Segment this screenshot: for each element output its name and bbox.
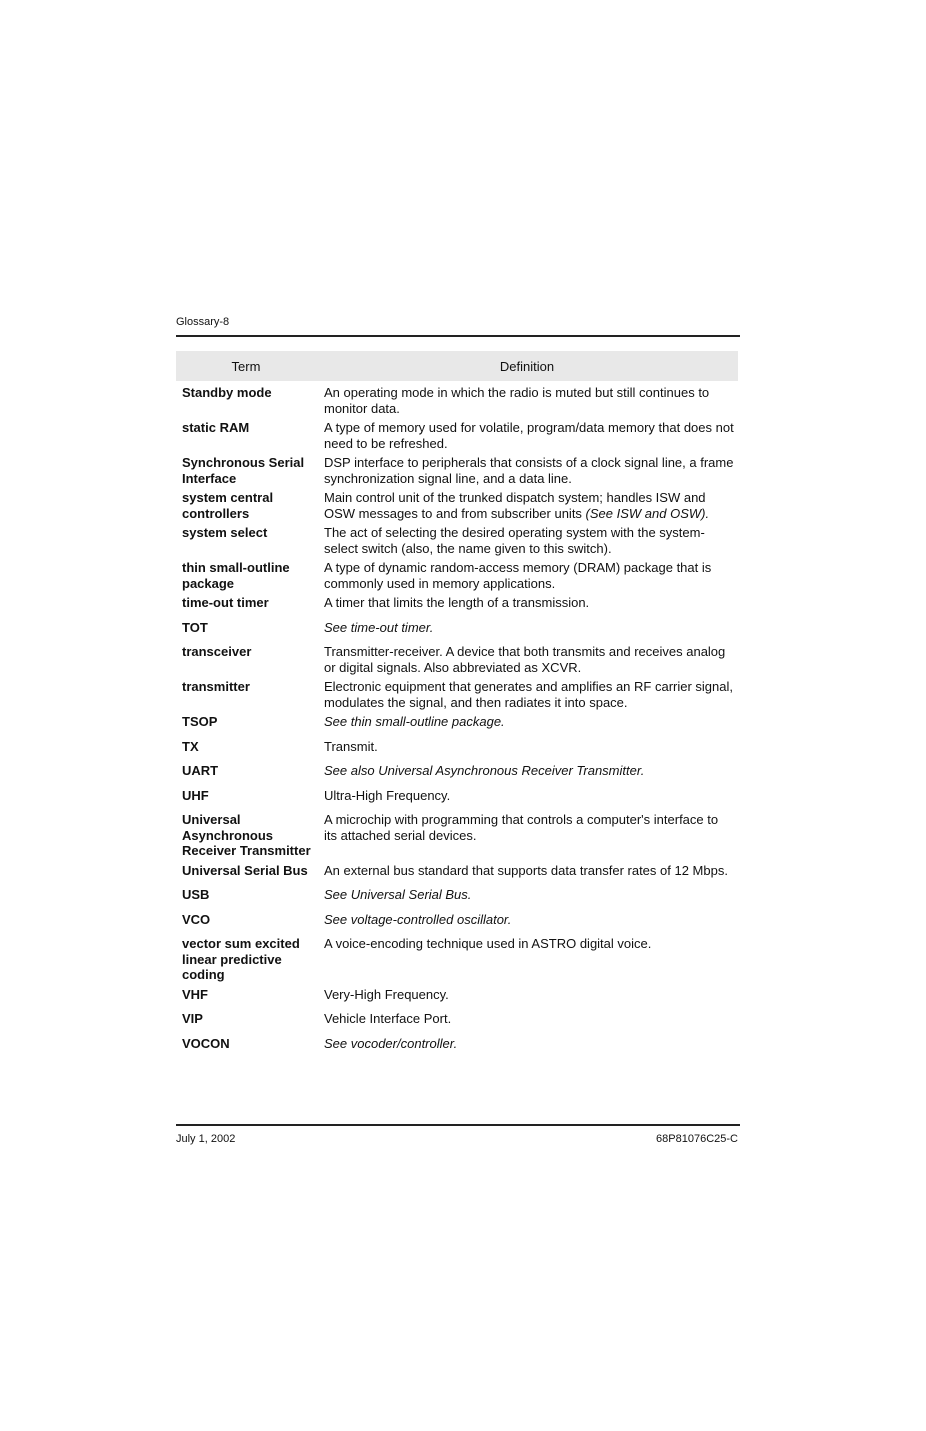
definition-text: Main control unit of the trunked dispatch system; handles ISW and OSW messages to and from subscriber units <box>324 490 706 521</box>
glossary-term: TOT <box>182 619 208 635</box>
glossary-definition: A voice-encoding technique used in ASTRO digital voice. <box>324 936 652 951</box>
glossary-definition: The act of selecting the desired operating system with the system-select switch (also, the name given to this switch). <box>324 525 705 556</box>
glossary-definition: A microchip with programming that controls a computer's interface to its attached serial devices. <box>324 812 719 843</box>
glossary-definition: Electronic equipment that generates and amplifies an RF carrier signal, modulates the signal, and then radiates it into space. <box>324 679 733 710</box>
table-row <box>176 863 738 884</box>
table-row <box>176 739 738 760</box>
glossary-definition: See also Universal Asynchronous Receiver Transmitter. <box>324 763 645 778</box>
glossary-definition: A type of memory used for volatile, program/data memory that does not need to be refreshed. <box>324 420 734 451</box>
glossary-term: USB <box>182 887 210 902</box>
table-row <box>176 595 738 616</box>
glossary-term: VIP <box>182 1011 203 1026</box>
table-row <box>176 644 738 675</box>
page-header-label: Glossary-8 <box>176 316 230 328</box>
definition-reference: (See ISW and OSW). <box>585 505 710 521</box>
table-row <box>176 620 738 641</box>
glossary-term: Universal Asynchronous Receiver Transmitter <box>182 812 311 858</box>
table-row <box>176 490 738 521</box>
glossary-term: transmitter <box>182 679 250 694</box>
glossary-table <box>176 351 738 1056</box>
glossary-definition: Transmit. <box>324 738 378 754</box>
glossary-term: UART <box>182 763 219 778</box>
footer-date: July 1, 2002 <box>176 1133 236 1145</box>
table-row <box>176 385 738 416</box>
table-row <box>176 560 738 591</box>
glossary-term: VHF <box>182 986 208 1002</box>
column-header-definition: Definition <box>499 358 555 374</box>
glossary-definition: See vocoder/controller. <box>324 1035 458 1051</box>
glossary-term: static RAM <box>182 420 250 435</box>
glossary-term: system select <box>182 525 268 540</box>
glossary-term: VCO <box>182 911 211 927</box>
glossary-term: VOCON <box>182 1035 230 1051</box>
glossary-definition: See thin small-outline package. <box>324 714 505 729</box>
glossary-term: vector sum excited linear predictive coding <box>182 936 300 982</box>
glossary-definition: DSP interface to peripherals that consists of a clock signal line, a frame synchronization signal line, and a data line. <box>324 455 734 486</box>
glossary-definition: A timer that limits the length of a transmission. <box>324 595 590 610</box>
footer-doc-number: 68P81076C25-C <box>656 1133 738 1145</box>
glossary-term: Universal Serial Bus <box>182 862 308 878</box>
glossary-definition <box>324 490 738 521</box>
table-row <box>176 987 738 1008</box>
glossary-definition: See Universal Serial Bus. <box>324 887 472 902</box>
table-row <box>176 1011 738 1032</box>
table-row <box>176 936 738 983</box>
table-row <box>176 912 738 933</box>
table-row <box>176 812 738 859</box>
column-header-term: Term <box>231 358 261 374</box>
table-row <box>176 714 738 735</box>
table-row <box>176 763 738 784</box>
glossary-term: Standby mode <box>182 385 272 400</box>
glossary-definition: Ultra-High Frequency. <box>324 787 451 803</box>
glossary-term: TX <box>182 738 199 754</box>
glossary-definition: Transmitter-receiver. A device that both transmits and receives analog or digital signals. Also abbreviated as XCVR. <box>324 644 726 675</box>
glossary-definition: Vehicle Interface Port. <box>324 1011 452 1026</box>
table-row <box>176 525 738 556</box>
table-row <box>176 887 738 908</box>
glossary-term: time-out timer <box>182 595 269 610</box>
table-body <box>176 385 738 1056</box>
glossary-term: Synchronous Serial Interface <box>182 455 305 486</box>
glossary-term: system central controllers <box>182 490 274 521</box>
glossary-term: transceiver <box>182 644 252 659</box>
footer-rule <box>176 1124 740 1126</box>
glossary-definition: Very-High Frequency. <box>324 986 449 1002</box>
table-row <box>176 1036 738 1057</box>
table-row <box>176 455 738 486</box>
table-row <box>176 420 738 451</box>
table-row <box>176 679 738 710</box>
glossary-definition: See time-out timer. <box>324 619 434 635</box>
glossary-definition: An operating mode in which the radio is muted but still continues to monitor data. <box>324 385 710 416</box>
table-row <box>176 788 738 809</box>
table-header <box>176 351 738 381</box>
glossary-term: UHF <box>182 787 209 803</box>
header-rule <box>176 335 740 337</box>
glossary-definition: An external bus standard that supports data transfer rates of 12 Mbps. <box>324 862 728 878</box>
glossary-term: TSOP <box>182 714 218 729</box>
glossary-definition: See voltage-controlled oscillator. <box>324 911 512 927</box>
glossary-definition: A type of dynamic random-access memory (DRAM) package that is commonly used in memory applications. <box>324 560 712 591</box>
glossary-term: thin small-outline package <box>182 560 290 591</box>
